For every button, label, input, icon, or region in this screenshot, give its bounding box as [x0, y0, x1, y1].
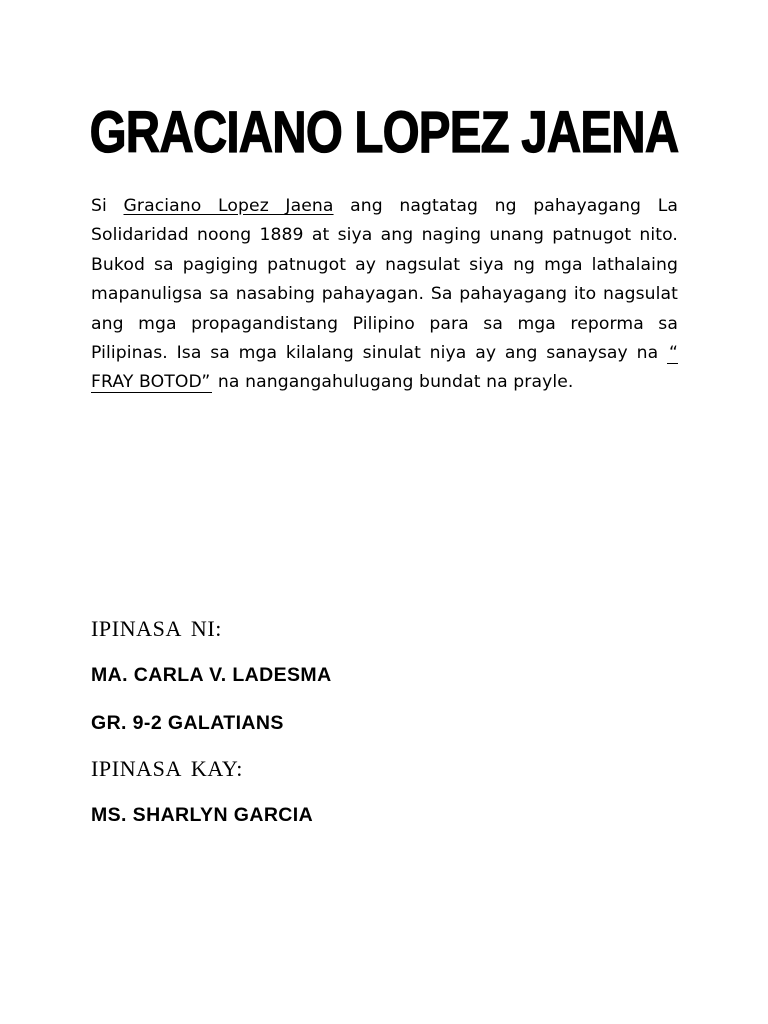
- submitted-by-label: IPINASA NI:: [91, 616, 222, 641]
- quoted-title: “ FRAY BOTOD”: [91, 343, 678, 393]
- grade-section: GR. 9-2 GALATIANS: [91, 712, 284, 734]
- paragraph-intro: Si: [91, 196, 124, 216]
- document-title: GRACIANO LOPEZ JAENA: [89, 100, 679, 165]
- paragraph-end: na nangangahulugang bundat na prayle.: [212, 372, 574, 393]
- student-name: MA. CARLA V. LADESMA: [91, 664, 332, 686]
- paragraph-middle: ang nagtatag ng pahayagang La Solidaridad noong 1889 at siya ang naging unang patnugot nito. Bukod sa pagiging patnugot ay nagsulat siya ng mga lathalaing mapanuligsa sa nasabing pahayagan. Sa pahayagang ito nagsulat ang mga propagandistang Pilipino para sa mga reporma sa Pilipinas. Isa sa mga kilalang sinulat niya ay ang sanaysay na: [91, 196, 678, 364]
- teacher-name: MS. SHARLYN GARCIA: [91, 804, 314, 826]
- body-paragraph: [91, 192, 678, 398]
- underlined-name: Graciano Lopez Jaena: [123, 196, 334, 216]
- submitted-to-label: IPINASA KAY:: [91, 756, 244, 781]
